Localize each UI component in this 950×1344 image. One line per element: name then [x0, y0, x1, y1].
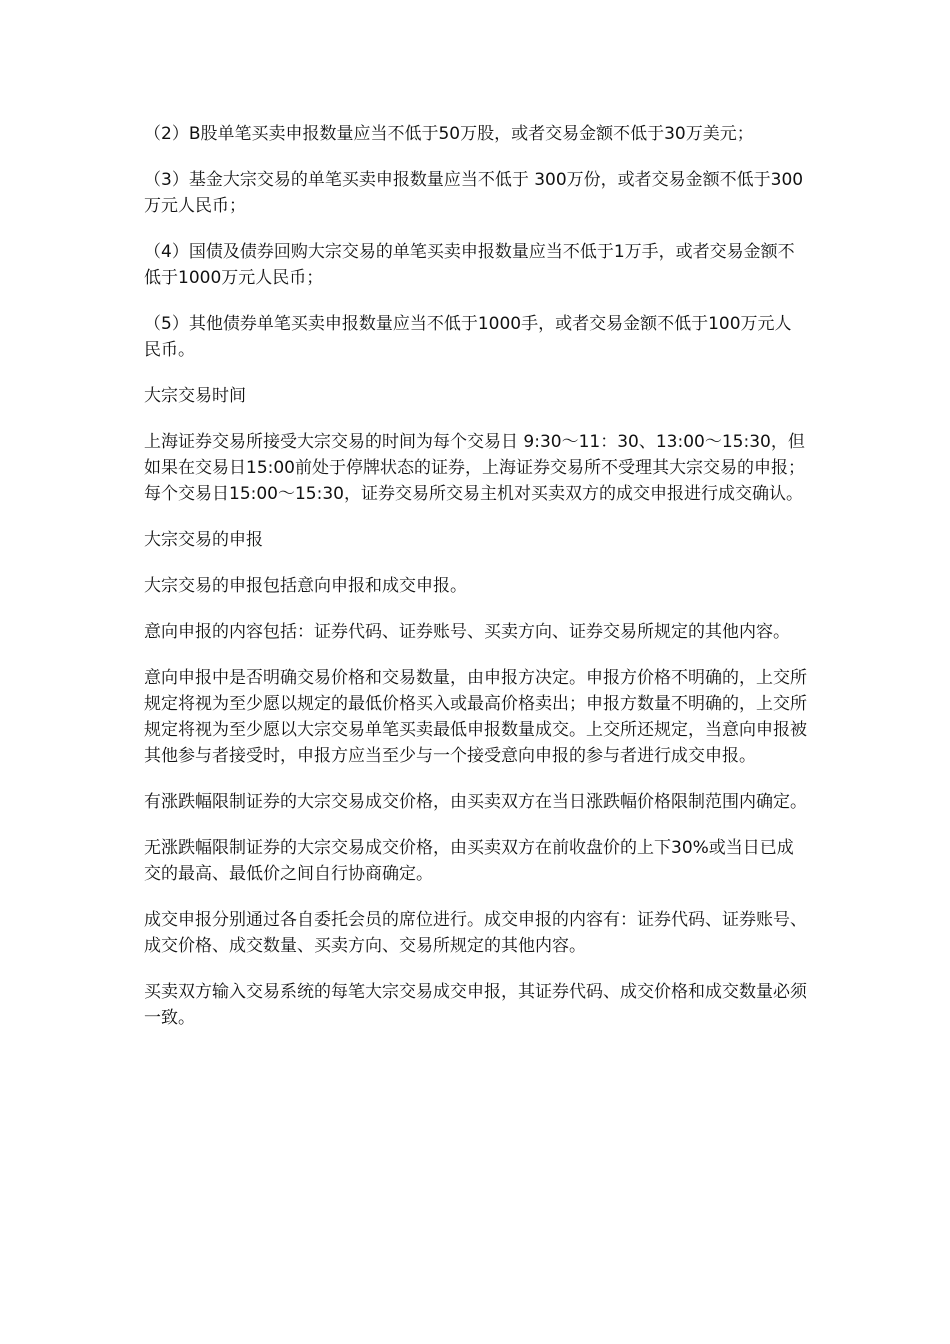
paragraph-fund-limit: （3）基金大宗交易的单笔买卖申报数量应当不低于 300万份，或者交易金额不低于300万元人民币； [144, 170, 804, 216]
paragraph-deal-consistency: 买卖双方输入交易系统的每笔大宗交易成交申报，其证券代码、成交价格和成交数量必须一致。 [144, 982, 807, 1028]
paragraph-other-bond-limit: （5）其他债券单笔买卖申报数量应当不低于1000手，或者交易金额不低于100万元人民币。 [144, 314, 792, 360]
document-body [144, 121, 808, 1051]
section-heading-declaration: 大宗交易的申报 [144, 530, 263, 550]
paragraph-bond-repo-limit: （4）国债及债券回购大宗交易的单笔买卖申报数量应当不低于1万手，或者交易金额不低于1000万元人民币； [144, 242, 795, 288]
paragraph-trading-time: 上海证券交易所接受大宗交易的时间为每个交易日 9:30～11：30、13:00～15:30，但如果在交易日15:00前处于停牌状态的证券，上海证券交易所不受理其大宗交易的申报；每个交易日15:00～15:30，证券交易所交易主机对买卖双方的成交申报进行成交确认。 [144, 432, 805, 504]
paragraph-no-price-limit-securities: 无涨跌幅限制证券的大宗交易成交价格，由买卖双方在前收盘价的上下30%或当日已成交的最高、最低价之间自行协商确定。 [144, 838, 794, 884]
paragraph-deal-declaration-content: 成交申报分别通过各自委托会员的席位进行。成交申报的内容有：证券代码、证券账号、成交价格、成交数量、买卖方向、交易所规定的其他内容。 [144, 910, 807, 956]
paragraph-price-limit-securities: 有涨跌幅限制证券的大宗交易成交价格，由买卖双方在当日涨跌幅价格限制范围内确定。 [144, 792, 807, 812]
paragraph-declaration-types: 大宗交易的申报包括意向申报和成交申报。 [144, 576, 467, 596]
paragraph-intent-rules: 意向申报中是否明确交易价格和交易数量，由申报方决定。申报方价格不明确的，上交所规定将视为至少愿以规定的最低价格买入或最高价格卖出；申报方数量不明确的，上交所规定将视为至少愿以大宗交易单笔买卖最低申报数量成交。上交所还规定，当意向申报被其他参与者接受时，申报方应当至少与一个接受意向申报的参与者进行成交申报。 [144, 668, 807, 766]
paragraph-intent-content: 意向申报的内容包括：证券代码、证券账号、买卖方向、证券交易所规定的其他内容。 [144, 622, 790, 642]
paragraph-b-share-limit: （2）B股单笔买卖申报数量应当不低于50万股，或者交易金额不低于30万美元； [144, 124, 754, 144]
section-heading-trading-time: 大宗交易时间 [144, 386, 246, 406]
